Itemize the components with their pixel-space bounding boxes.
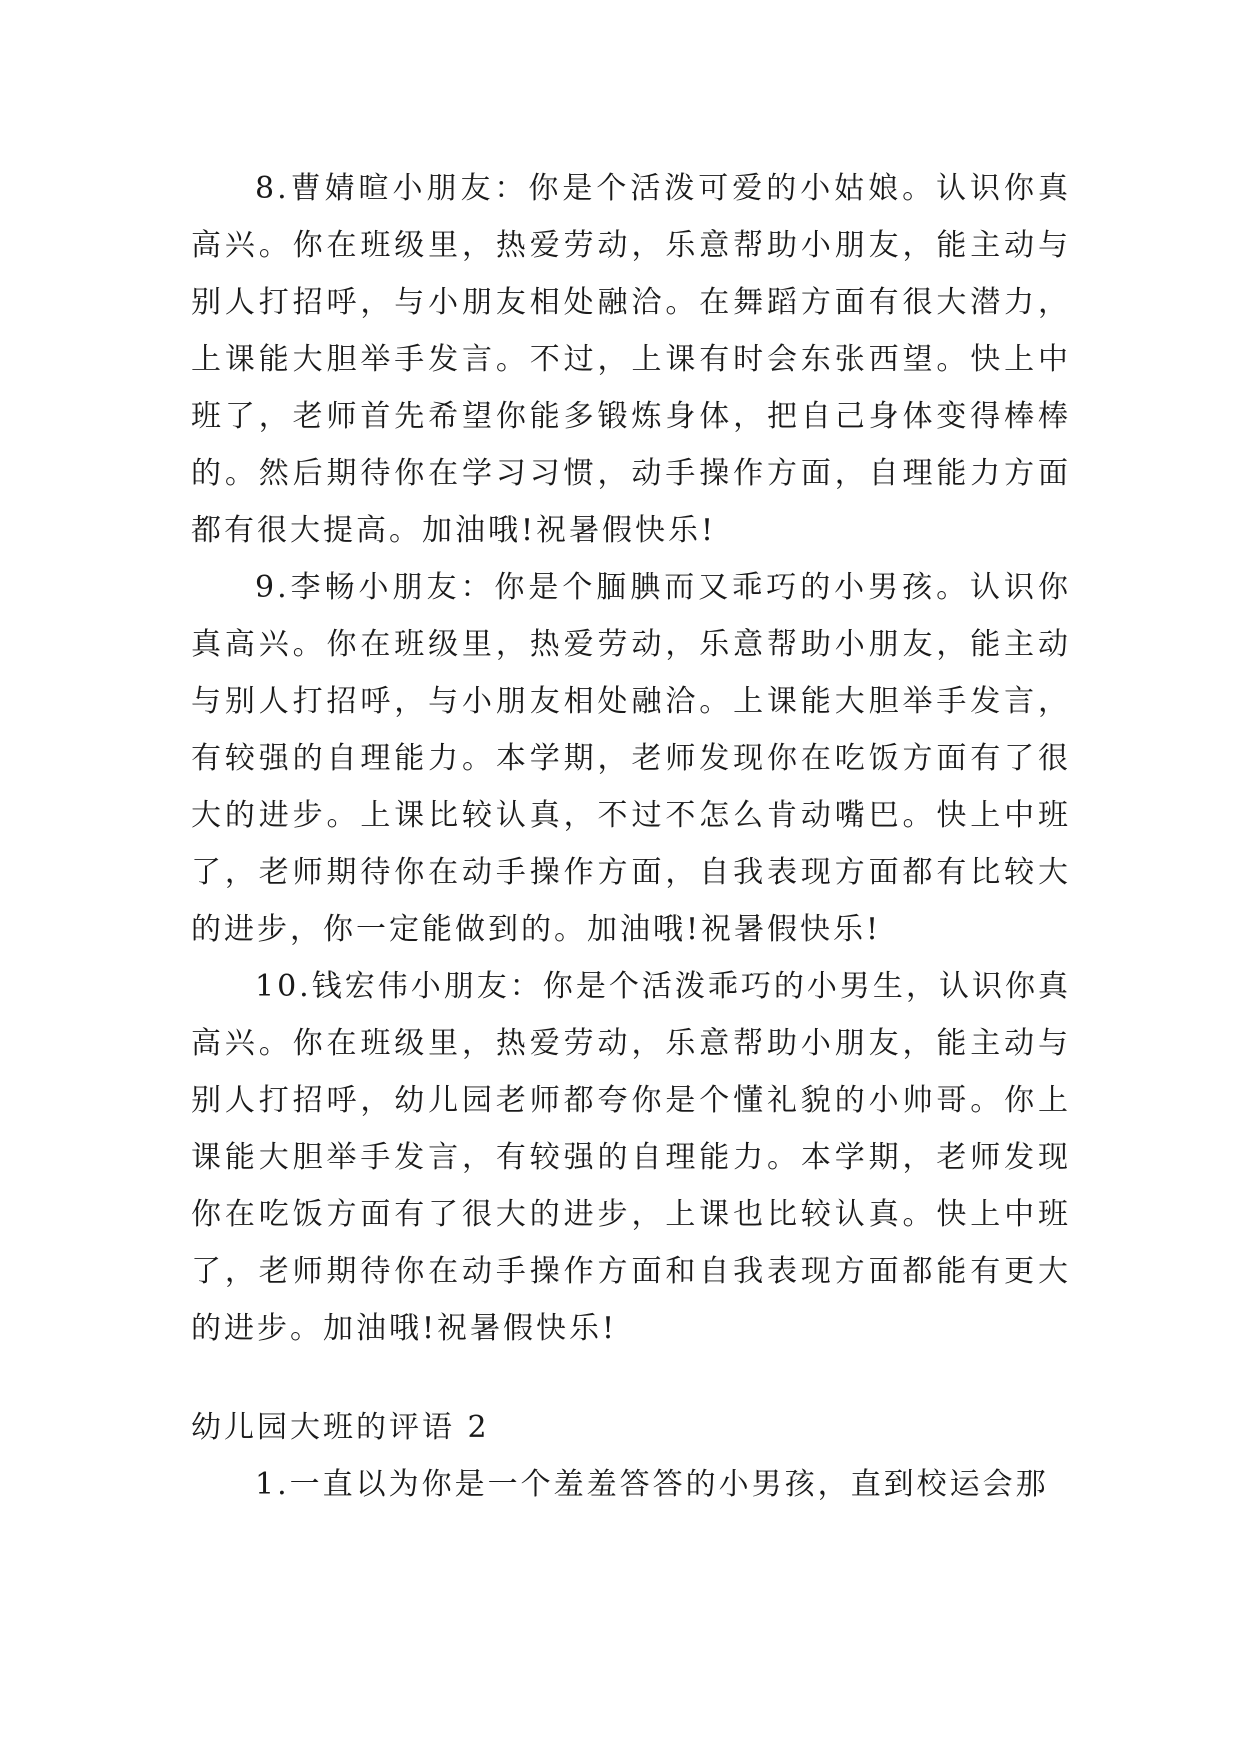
- comment-paragraph-10: 10.钱宏伟小朋友：你是个活泼乖巧的小男生，认识你真高兴。你在班级里，热爱劳动，乐意帮助小朋友，能主动与别人打招呼，幼儿园老师都夸你是个懂礼貌的小帅哥。你上课能大胆举手发言，有较强的自理能力。本学期，老师发现你在吃饭方面有了很大的进步，上课也比较认真。快上中班了，老师期待你在动手操作方面和自我表现方面都能有更大的进步。加油哦!祝暑假快乐!: [191, 969, 1071, 1346]
- section-heading: 幼儿园大班的评语 2: [191, 1410, 490, 1445]
- document-body: [191, 160, 1071, 1513]
- comment-paragraph-9: 9.李畅小朋友：你是个腼腆而又乖巧的小男孩。认识你真高兴。你在班级里，热爱劳动，乐意帮助小朋友，能主动与别人打招呼，与小朋友相处融洽。上课能大胆举手发言，有较强的自理能力。本学期，老师发现你在吃饭方面有了很大的进步。上课比较认真，不过不怎么肯动嘴巴。快上中班了，老师期待你在动手操作方面，自我表现方面都有比较大的进步，你一定能做到的。加油哦!祝暑假快乐!: [191, 570, 1071, 947]
- comment-paragraph-8: 8.曹婧暄小朋友：你是个活泼可爱的小姑娘。认识你真高兴。你在班级里，热爱劳动，乐意帮助小朋友，能主动与别人打招呼，与小朋友相处融洽。在舞蹈方面有很大潜力，上课能大胆举手发言。不过，上课有时会东张西望。快上中班了，老师首先希望你能多锻炼身体，把自己身体变得棒棒的。然后期待你在学习习惯，动手操作方面，自理能力方面都有很大提高。加油哦!祝暑假快乐!: [191, 171, 1071, 548]
- section-paragraph-1: 1.一直以为你是一个羞羞答答的小男孩，直到校运会那: [255, 1467, 1049, 1502]
